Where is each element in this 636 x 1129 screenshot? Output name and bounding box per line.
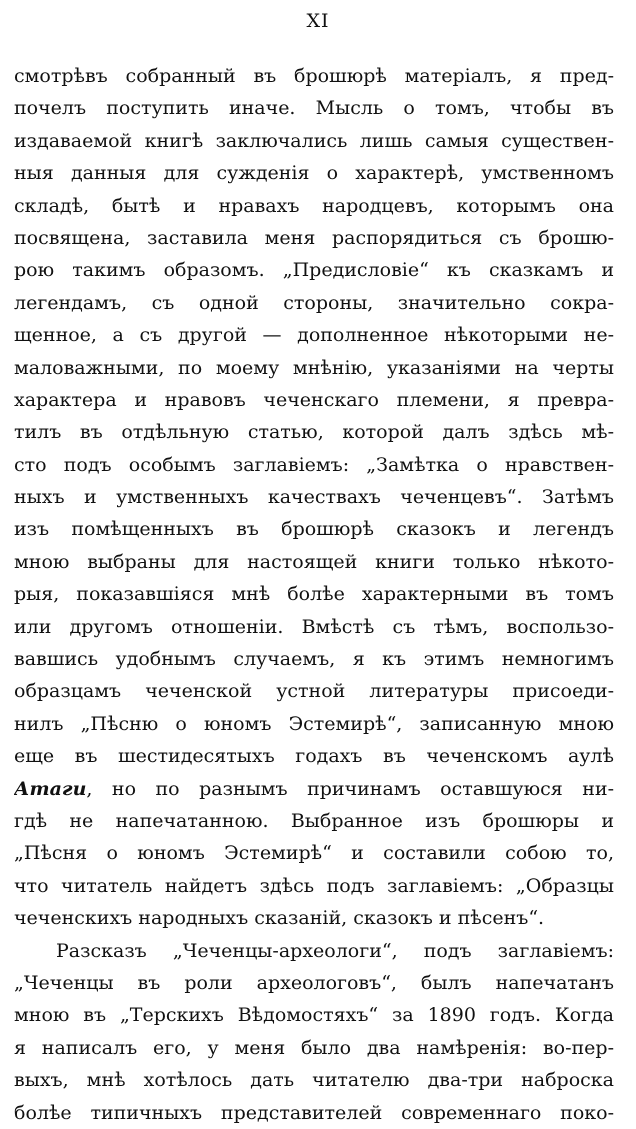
text-line: болѣе типичныхъ представителей современнаго поко- [14, 1101, 614, 1124]
text-line: смотрѣвъ собранный въ брошюрѣ матеріалъ, я пред- [14, 65, 614, 87]
text-line: я написалъ его, у меня было два намѣренія: во-пер- [14, 1036, 614, 1059]
text-line: складѣ, бытѣ и нравахъ народцевъ, которымъ она [14, 194, 614, 217]
text-line [14, 773, 614, 805]
text-line: посвящена, заставила меня распорядиться съ брошю- [14, 226, 614, 249]
paragraph [14, 60, 614, 935]
text-line: рою такимъ образомъ. „Предисловіе“ къ сказкамъ и [14, 259, 614, 282]
text-line: нилъ „Пѣсню о юномъ Эстемирѣ“, записанную мною [14, 712, 614, 735]
paragraph [14, 935, 614, 1129]
text-line: почелъ поступить иначе. Мысль о томъ, чтобы въ [14, 97, 614, 120]
text-line: изъ помѣщенныхъ въ брошюрѣ сказокъ и легендъ [14, 518, 614, 541]
text-line: мною выбраны для настоящей книги только нѣкото- [14, 550, 614, 573]
text-line: образцамъ чеченской устной литературы присоеди- [14, 680, 614, 703]
text-line: легендамъ, съ одной стороны, значительно сокра- [14, 291, 614, 314]
text-line: рыя, показавшіяся мнѣ болѣе характерными въ томъ [14, 583, 614, 606]
text-line: маловажными, по моему мнѣнію, указаніями на черты [14, 356, 614, 379]
text-line: характера и нравовъ чеченскаго племени, я превра- [14, 388, 614, 411]
text-line: ныхъ и умственныхъ качествахъ чеченцевъ“. Затѣмъ [14, 486, 614, 509]
text-line: ныя данныя для сужденія о характерѣ, умственномъ [14, 162, 614, 185]
text-line: щенное, а съ другой — дополненное нѣкоторыми не- [14, 324, 614, 347]
page-body [14, 60, 614, 1129]
text-line: издаваемой книгѣ заключались лишь самыя существен- [14, 129, 614, 152]
text-line: сто подъ особымъ заглавіемъ: „Замѣтка о нравствен- [14, 453, 614, 476]
text-line: гдѣ не напечатанною. Выбранное изъ брошюры и [14, 809, 614, 832]
text-line: вавшись удобнымъ случаемъ, я къ этимъ немногимъ [14, 648, 614, 671]
text-line: „Пѣсня о юномъ Эстемирѣ“ и составили собою то, [14, 842, 614, 865]
page-number: XI [306, 10, 330, 32]
text-line: выхъ, мнѣ хотѣлось дать читателю два-три наброска [14, 1069, 614, 1092]
text-line: чеченскихъ народныхъ сказаній, сказокъ и пѣсенъ“. [14, 907, 545, 930]
emphasized-word: Атаги [14, 777, 87, 800]
text-line: что читатель найдетъ здѣсь подъ заглавіемъ: „Образцы [14, 874, 614, 897]
text-line: или другомъ отношеніи. Вмѣстѣ съ тѣмъ, воспользо- [14, 615, 614, 638]
text-line: еще въ шестидесятыхъ годахъ въ чеченскомъ аулѣ [14, 745, 614, 768]
text-line: „Чеченцы въ роли археологовъ“, былъ напечатанъ [14, 971, 614, 994]
text-line: Разсказъ „Чеченцы-археологи“, подъ заглавіемъ: [56, 939, 614, 962]
text-line: тилъ въ отдѣльную статью, которой далъ здѣсь мѣ- [14, 421, 614, 444]
text-line-rest: , но по разнымъ причинамъ оставшуюся ни- [86, 777, 614, 800]
text-line: мною въ „Терскихъ Вѣдомостяхъ“ за 1890 годъ. Когда [14, 1004, 614, 1027]
